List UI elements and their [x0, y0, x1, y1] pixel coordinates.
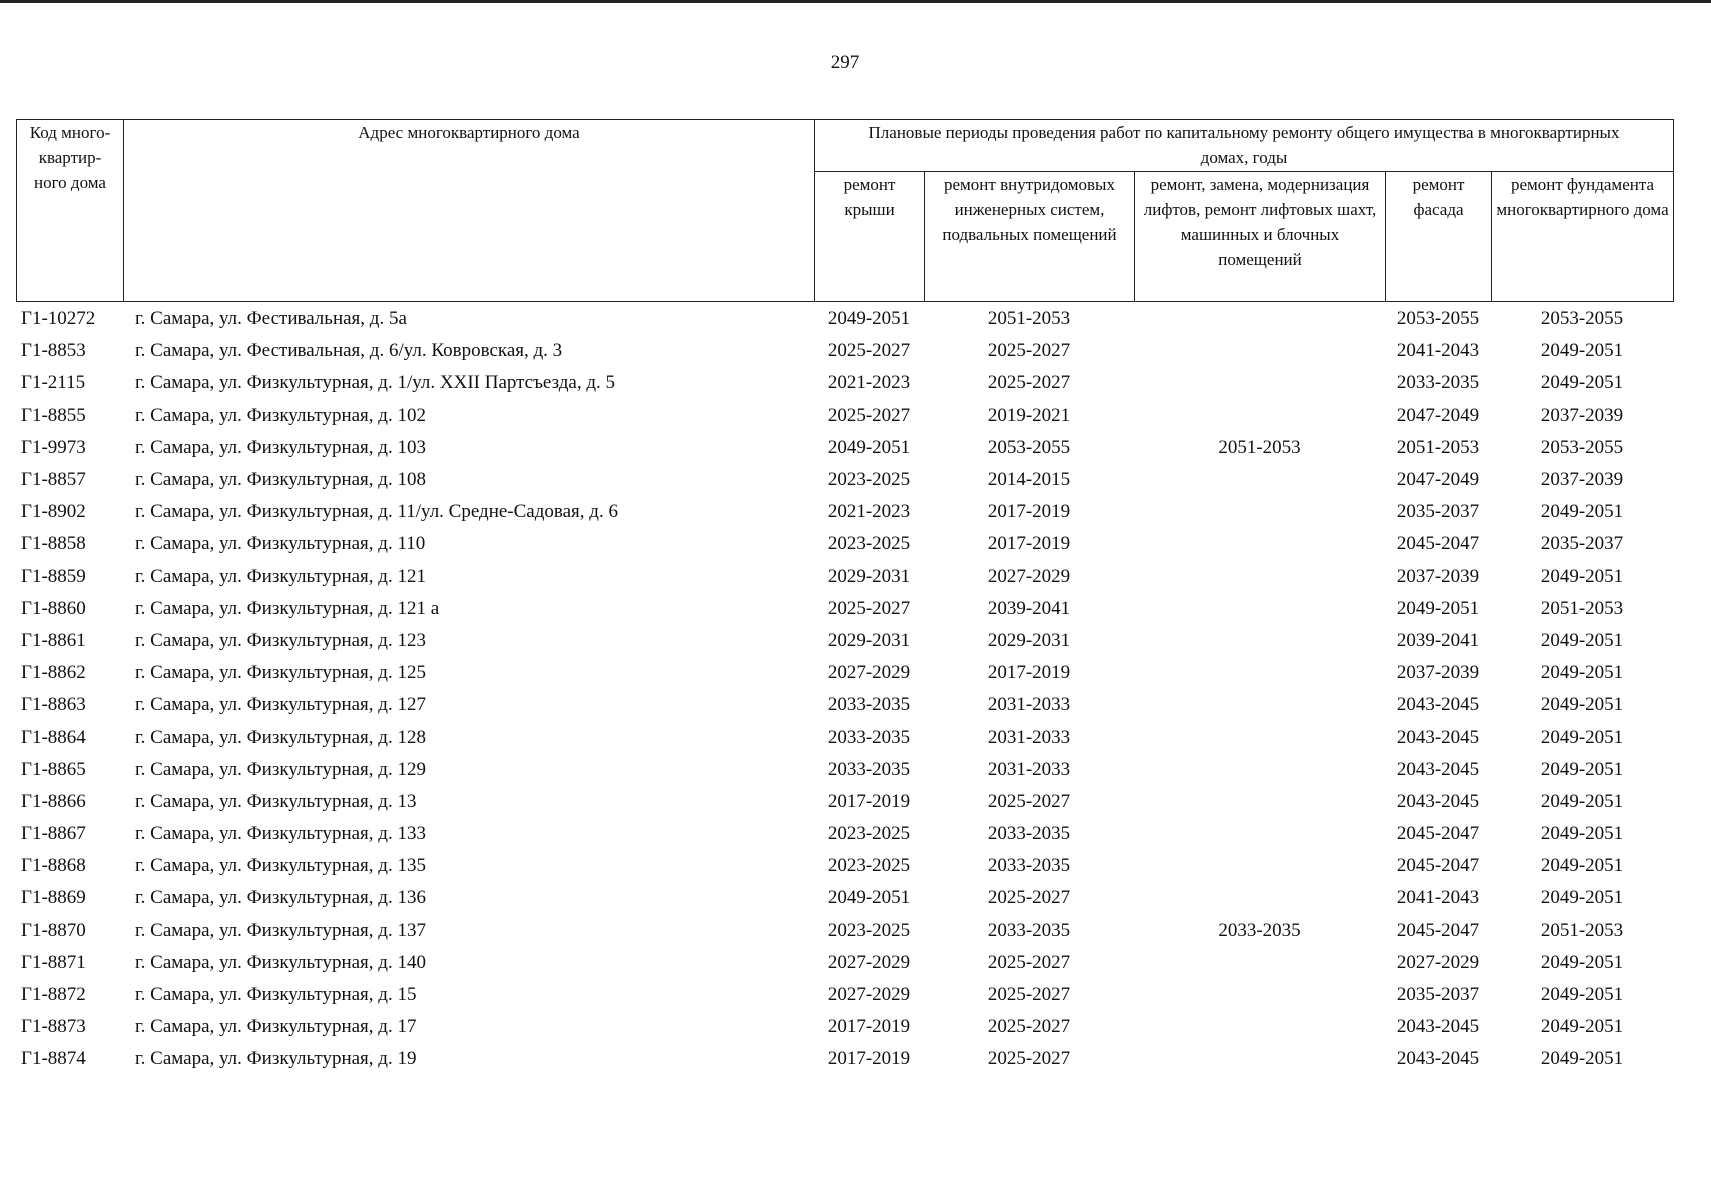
- cell-systems: 2051-2053: [987, 308, 1071, 330]
- table-row: [16, 754, 1673, 786]
- cell-code: Г1-8862: [21, 662, 86, 684]
- cell-facade: 2035-2037: [1396, 984, 1480, 1006]
- cell-address: г. Самара, ул. Физкультурная, д. 137: [135, 919, 426, 941]
- cell-systems: 2053-2055: [987, 436, 1071, 458]
- cell-code: Г1-8873: [21, 1016, 86, 1038]
- cell-lifts: [1134, 303, 1385, 335]
- table-row: [16, 979, 1673, 1011]
- cell-systems: 2025-2027: [987, 790, 1071, 812]
- table-row: [16, 689, 1673, 721]
- cell-foundation: 2051-2053: [1540, 597, 1624, 619]
- cell-foundation: 2049-2051: [1540, 501, 1624, 523]
- cell-facade: 2047-2049: [1396, 404, 1480, 426]
- cell-address: г. Самара, ул. Фестивальная, д. 6/ул. Ковровская, д. 3: [135, 340, 563, 362]
- cell-foundation: 2049-2051: [1540, 340, 1624, 362]
- cell-address: г. Самара, ул. Физкультурная, д. 140: [135, 951, 426, 973]
- cell-foundation: 2049-2051: [1540, 629, 1624, 651]
- cell-facade: 2035-2037: [1396, 501, 1480, 523]
- header-foundation: ремонт фундамента многоквартирного дома: [1492, 172, 1674, 302]
- cell-code: Г1-8872: [21, 984, 86, 1006]
- cell-facade: 2043-2045: [1396, 694, 1480, 716]
- cell-address: г. Самара, ул. Физкультурная, д. 1/ул. XXII Партсъезда, д. 5: [135, 372, 616, 394]
- cell-code: Г1-8902: [21, 501, 86, 523]
- cell-address: г. Самара, ул. Физкультурная, д. 102: [135, 404, 426, 426]
- cell-systems: 2039-2041: [987, 597, 1071, 619]
- cell-foundation: 2049-2051: [1540, 1048, 1624, 1070]
- cell-systems: 2025-2027: [987, 1016, 1071, 1038]
- cell-code: Г1-10272: [21, 308, 96, 330]
- cell-systems: 2027-2029: [987, 565, 1071, 587]
- table-row: [16, 721, 1673, 753]
- cell-systems: 2025-2027: [987, 372, 1071, 394]
- cell-code: Г1-8858: [21, 533, 86, 555]
- cell-code: Г1-8853: [21, 340, 86, 362]
- cell-foundation: 2049-2051: [1540, 758, 1624, 780]
- cell-code: Г1-8865: [21, 758, 86, 780]
- cell-lifts: [1134, 528, 1385, 560]
- cell-code: Г1-8864: [21, 726, 86, 748]
- cell-lifts: [1134, 335, 1385, 367]
- table-row: [16, 496, 1673, 528]
- table-row: [16, 593, 1673, 625]
- cell-lifts: [1134, 1011, 1385, 1043]
- cell-code: Г1-9973: [21, 436, 86, 458]
- cell-roof: 2027-2029: [827, 951, 911, 973]
- cell-facade: 2043-2045: [1396, 1016, 1480, 1038]
- cell-facade: 2043-2045: [1396, 726, 1480, 748]
- cell-roof: 2023-2025: [827, 919, 911, 941]
- table-row: [16, 400, 1673, 432]
- cell-lifts: [1134, 464, 1385, 496]
- table-row: [16, 657, 1673, 689]
- cell-systems: 2017-2019: [987, 501, 1071, 523]
- cell-code: Г1-8874: [21, 1048, 86, 1070]
- cell-facade: 2045-2047: [1396, 855, 1480, 877]
- cell-roof: 2023-2025: [827, 469, 911, 491]
- cell-facade: 2045-2047: [1396, 919, 1480, 941]
- cell-foundation: 2049-2051: [1540, 887, 1624, 909]
- cell-facade: 2037-2039: [1396, 662, 1480, 684]
- cell-lifts: [1134, 754, 1385, 786]
- cell-code: Г1-8857: [21, 469, 86, 491]
- cell-address: г. Самара, ул. Физкультурная, д. 13: [135, 790, 417, 812]
- header-systems: ремонт внутридомовых инженерных систем, подвальных помещений: [925, 172, 1135, 302]
- cell-address: г. Самара, ул. Физкультурная, д. 17: [135, 1016, 417, 1038]
- cell-code: Г1-2115: [21, 372, 86, 394]
- cell-address: г. Самара, ул. Физкультурная, д. 127: [135, 694, 426, 716]
- cell-roof: 2023-2025: [827, 855, 911, 877]
- table-row: [16, 464, 1673, 496]
- cell-roof: 2033-2035: [827, 726, 911, 748]
- cell-foundation: 2049-2051: [1540, 694, 1624, 716]
- cell-foundation: 2037-2039: [1540, 469, 1624, 491]
- header-lifts: ремонт, замена, модернизация лифтов, ремонт лифтовых шахт, машинных и блочных помещений: [1135, 172, 1386, 302]
- cell-lifts: [1134, 625, 1385, 657]
- cell-foundation: 2051-2053: [1540, 919, 1624, 941]
- cell-address: г. Самара, ул. Физкультурная, д. 15: [135, 984, 417, 1006]
- cell-code: Г1-8867: [21, 823, 86, 845]
- cell-address: г. Самара, ул. Физкультурная, д. 128: [135, 726, 426, 748]
- header-facade: ремонт фасада: [1386, 172, 1492, 302]
- cell-roof: 2049-2051: [827, 308, 911, 330]
- cell-roof: 2017-2019: [827, 1016, 911, 1038]
- cell-lifts: [1134, 882, 1385, 914]
- cell-address: г. Самара, ул. Фестивальная, д. 5а: [135, 308, 407, 330]
- cell-roof: 2029-2031: [827, 629, 911, 651]
- cell-systems: 2031-2033: [987, 758, 1071, 780]
- cell-foundation: 2049-2051: [1540, 662, 1624, 684]
- cell-address: г. Самара, ул. Физкультурная, д. 121: [135, 565, 426, 587]
- cell-facade: 2041-2043: [1396, 340, 1480, 362]
- cell-lifts: [1134, 721, 1385, 753]
- cell-facade: 2027-2029: [1396, 951, 1480, 973]
- cell-roof: 2049-2051: [827, 436, 911, 458]
- cell-roof: 2023-2025: [827, 823, 911, 845]
- cell-facade: 2041-2043: [1396, 887, 1480, 909]
- table-row: [16, 947, 1673, 979]
- cell-systems: 2025-2027: [987, 951, 1071, 973]
- cell-roof: 2017-2019: [827, 790, 911, 812]
- cell-address: г. Самара, ул. Физкультурная, д. 135: [135, 855, 426, 877]
- cell-address: г. Самара, ул. Физкультурная, д. 11/ул. Средне-Садовая, д. 6: [135, 501, 618, 523]
- table-row: [16, 786, 1673, 818]
- cell-address: г. Самара, ул. Физкультурная, д. 121 а: [135, 597, 440, 619]
- cell-code: Г1-8861: [21, 629, 86, 651]
- cell-lifts: [1134, 689, 1385, 721]
- cell-lifts: [1134, 400, 1385, 432]
- cell-roof: 2027-2029: [827, 984, 911, 1006]
- cell-systems: 2025-2027: [987, 887, 1071, 909]
- cell-facade: 2037-2039: [1396, 565, 1480, 587]
- cell-lifts: [1134, 786, 1385, 818]
- cell-code: Г1-8870: [21, 919, 86, 941]
- cell-foundation: 2049-2051: [1540, 823, 1624, 845]
- cell-roof: 2021-2023: [827, 501, 911, 523]
- cell-facade: 2047-2049: [1396, 469, 1480, 491]
- cell-foundation: 2049-2051: [1540, 951, 1624, 973]
- cell-facade: 2051-2053: [1396, 436, 1480, 458]
- cell-address: г. Самара, ул. Физкультурная, д. 133: [135, 823, 426, 845]
- cell-systems: 2033-2035: [987, 823, 1071, 845]
- cell-foundation: 2049-2051: [1540, 1016, 1624, 1038]
- cell-foundation: 2053-2055: [1540, 436, 1624, 458]
- cell-code: Г1-8863: [21, 694, 86, 716]
- table-body: [16, 303, 1673, 1076]
- cell-roof: 2025-2027: [827, 340, 911, 362]
- top-rule: [0, 0, 1711, 3]
- cell-systems: 2029-2031: [987, 629, 1071, 651]
- cell-code: Г1-8860: [21, 597, 86, 619]
- cell-code: Г1-8869: [21, 887, 86, 909]
- cell-systems: 2025-2027: [987, 1048, 1071, 1070]
- cell-code: Г1-8866: [21, 790, 86, 812]
- cell-lifts: [1134, 947, 1385, 979]
- header-code: Код много-квартир-ного дома: [17, 120, 124, 302]
- cell-foundation: 2049-2051: [1540, 790, 1624, 812]
- table-row: [16, 915, 1673, 947]
- cell-address: г. Самара, ул. Физкультурная, д. 108: [135, 469, 426, 491]
- cell-address: г. Самара, ул. Физкультурная, д. 129: [135, 758, 426, 780]
- cell-systems: 2033-2035: [987, 855, 1071, 877]
- cell-lifts: [1134, 593, 1385, 625]
- cell-code: Г1-8859: [21, 565, 86, 587]
- table-row: [16, 561, 1673, 593]
- cell-code: Г1-8871: [21, 951, 86, 973]
- cell-facade: 2053-2055: [1396, 308, 1480, 330]
- table-row: [16, 1011, 1673, 1043]
- cell-facade: 2043-2045: [1396, 790, 1480, 812]
- cell-address: г. Самара, ул. Физкультурная, д. 136: [135, 887, 426, 909]
- cell-roof: 2033-2035: [827, 694, 911, 716]
- cell-foundation: 2035-2037: [1540, 533, 1624, 555]
- table-row: [16, 432, 1673, 464]
- cell-facade: 2045-2047: [1396, 823, 1480, 845]
- table-row: [16, 528, 1673, 560]
- cell-roof: 2017-2019: [827, 1048, 911, 1070]
- cell-systems: 2025-2027: [987, 984, 1071, 1006]
- cell-systems: 2031-2033: [987, 726, 1071, 748]
- cell-lifts: [1134, 561, 1385, 593]
- cell-roof: 2033-2035: [827, 758, 911, 780]
- cell-roof: 2049-2051: [827, 887, 911, 909]
- table-row: [16, 335, 1673, 367]
- cell-lifts: [1134, 818, 1385, 850]
- cell-lifts: 2051-2053: [1218, 436, 1301, 458]
- header-address: Адрес многоквартирного дома: [124, 120, 815, 302]
- cell-systems: 2025-2027: [987, 340, 1071, 362]
- cell-systems: 2033-2035: [987, 919, 1071, 941]
- page-number: 297: [830, 52, 860, 73]
- cell-roof: 2027-2029: [827, 662, 911, 684]
- cell-roof: 2023-2025: [827, 533, 911, 555]
- cell-lifts: [1134, 496, 1385, 528]
- cell-roof: 2021-2023: [827, 372, 911, 394]
- cell-address: г. Самара, ул. Физкультурная, д. 110: [135, 533, 426, 555]
- cell-systems: 2017-2019: [987, 533, 1071, 555]
- cell-lifts: [1134, 657, 1385, 689]
- cell-foundation: 2053-2055: [1540, 308, 1624, 330]
- cell-code: Г1-8855: [21, 404, 86, 426]
- table-row: [16, 818, 1673, 850]
- cell-roof: 2025-2027: [827, 404, 911, 426]
- table-header: [16, 119, 1674, 302]
- cell-code: Г1-8868: [21, 855, 86, 877]
- table-row: [16, 882, 1673, 914]
- cell-foundation: 2049-2051: [1540, 855, 1624, 877]
- cell-lifts: [1134, 367, 1385, 399]
- cell-roof: 2029-2031: [827, 565, 911, 587]
- cell-roof: 2025-2027: [827, 597, 911, 619]
- table-row: [16, 367, 1673, 399]
- cell-facade: 2043-2045: [1396, 1048, 1480, 1070]
- cell-lifts: [1134, 979, 1385, 1011]
- header-roof: ремонт крыши: [815, 172, 925, 302]
- cell-address: г. Самара, ул. Физкультурная, д. 125: [135, 662, 426, 684]
- cell-facade: 2043-2045: [1396, 758, 1480, 780]
- cell-foundation: 2049-2051: [1540, 565, 1624, 587]
- header-periods: Плановые периоды проведения работ по капитальному ремонту общего имущества в многоквартирных домах, годы: [815, 120, 1674, 172]
- cell-systems: 2031-2033: [987, 694, 1071, 716]
- table-row: [16, 303, 1673, 335]
- cell-systems: 2019-2021: [987, 404, 1071, 426]
- cell-address: г. Самара, ул. Физкультурная, д. 19: [135, 1048, 417, 1070]
- cell-lifts: [1134, 850, 1385, 882]
- cell-facade: 2039-2041: [1396, 629, 1480, 651]
- table-row: [16, 1043, 1673, 1075]
- cell-facade: 2033-2035: [1396, 372, 1480, 394]
- cell-foundation: 2037-2039: [1540, 404, 1624, 426]
- table-row: [16, 850, 1673, 882]
- cell-foundation: 2049-2051: [1540, 984, 1624, 1006]
- cell-foundation: 2049-2051: [1540, 372, 1624, 394]
- cell-foundation: 2049-2051: [1540, 726, 1624, 748]
- cell-facade: 2045-2047: [1396, 533, 1480, 555]
- cell-address: г. Самара, ул. Физкультурная, д. 103: [135, 436, 426, 458]
- cell-systems: 2017-2019: [987, 662, 1071, 684]
- cell-systems: 2014-2015: [987, 469, 1071, 491]
- table-row: [16, 625, 1673, 657]
- cell-facade: 2049-2051: [1396, 597, 1480, 619]
- cell-address: г. Самара, ул. Физкультурная, д. 123: [135, 629, 426, 651]
- cell-lifts: 2033-2035: [1218, 919, 1301, 941]
- cell-lifts: [1134, 1043, 1385, 1075]
